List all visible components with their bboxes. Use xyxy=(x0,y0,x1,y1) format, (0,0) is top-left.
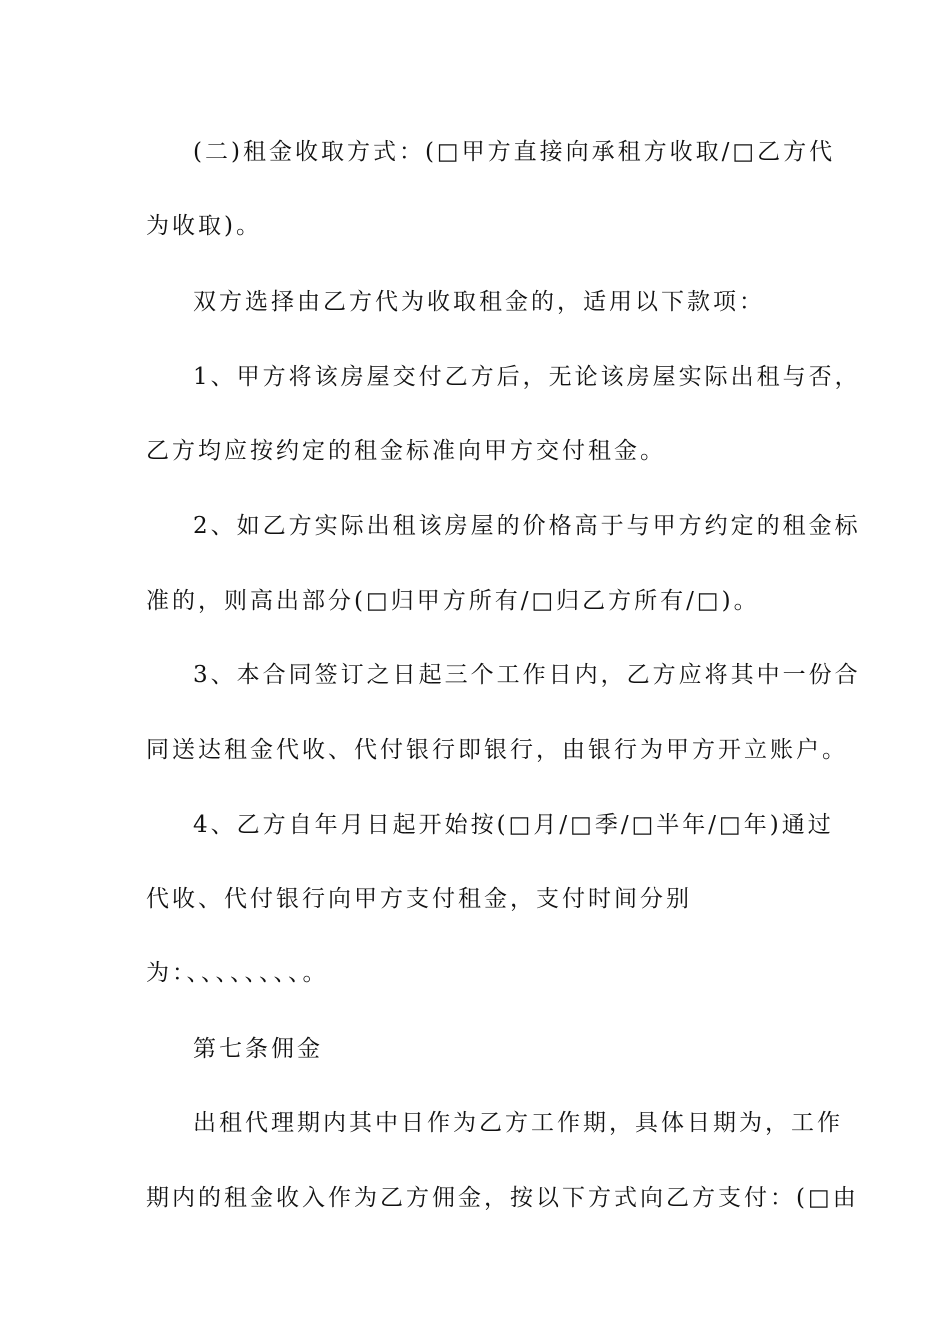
text-line: 乙方均应按约定的租金标准向甲方交付租金。 xyxy=(146,438,666,464)
section-heading: 第七条佣金 xyxy=(193,1036,323,1062)
text-line: 2、如乙方实际出租该房屋的价格高于与甲方约定的租金标 xyxy=(193,513,861,539)
text-line: 同送达租金代收、代付银行即银行，由银行为甲方开立账户。 xyxy=(146,737,848,763)
text-line: 为收取)。 xyxy=(146,213,262,239)
text-line: 4、乙方自年月日起开始按(□月/□季/□半年/□年)通过 xyxy=(193,812,834,838)
text-line: 期内的租金收入作为乙方佣金，按以下方式向乙方支付：(□由 xyxy=(146,1185,859,1211)
text-line: 准的，则高出部分(□归甲方所有/□归乙方所有/□)。 xyxy=(146,588,760,614)
text-line: 3、本合同签订之日起三个工作日内，乙方应将其中一份合 xyxy=(193,662,861,688)
text-line: 代收、代付银行向甲方支付租金，支付时间分别 xyxy=(146,886,692,912)
text-line: (二)租金收取方式：(□甲方直接向承租方收取/□乙方代 xyxy=(193,139,836,165)
text-line: 出租代理期内其中日作为乙方工作期，具体日期为，工作 xyxy=(193,1110,843,1136)
text-line: 双方选择由乙方代为收取租金的，适用以下款项： xyxy=(193,289,765,315)
text-line: 1、甲方将该房屋交付乙方后，无论该房屋实际出租与否， xyxy=(193,364,861,390)
text-line: 为：、、、、、、、、。 xyxy=(146,960,329,986)
